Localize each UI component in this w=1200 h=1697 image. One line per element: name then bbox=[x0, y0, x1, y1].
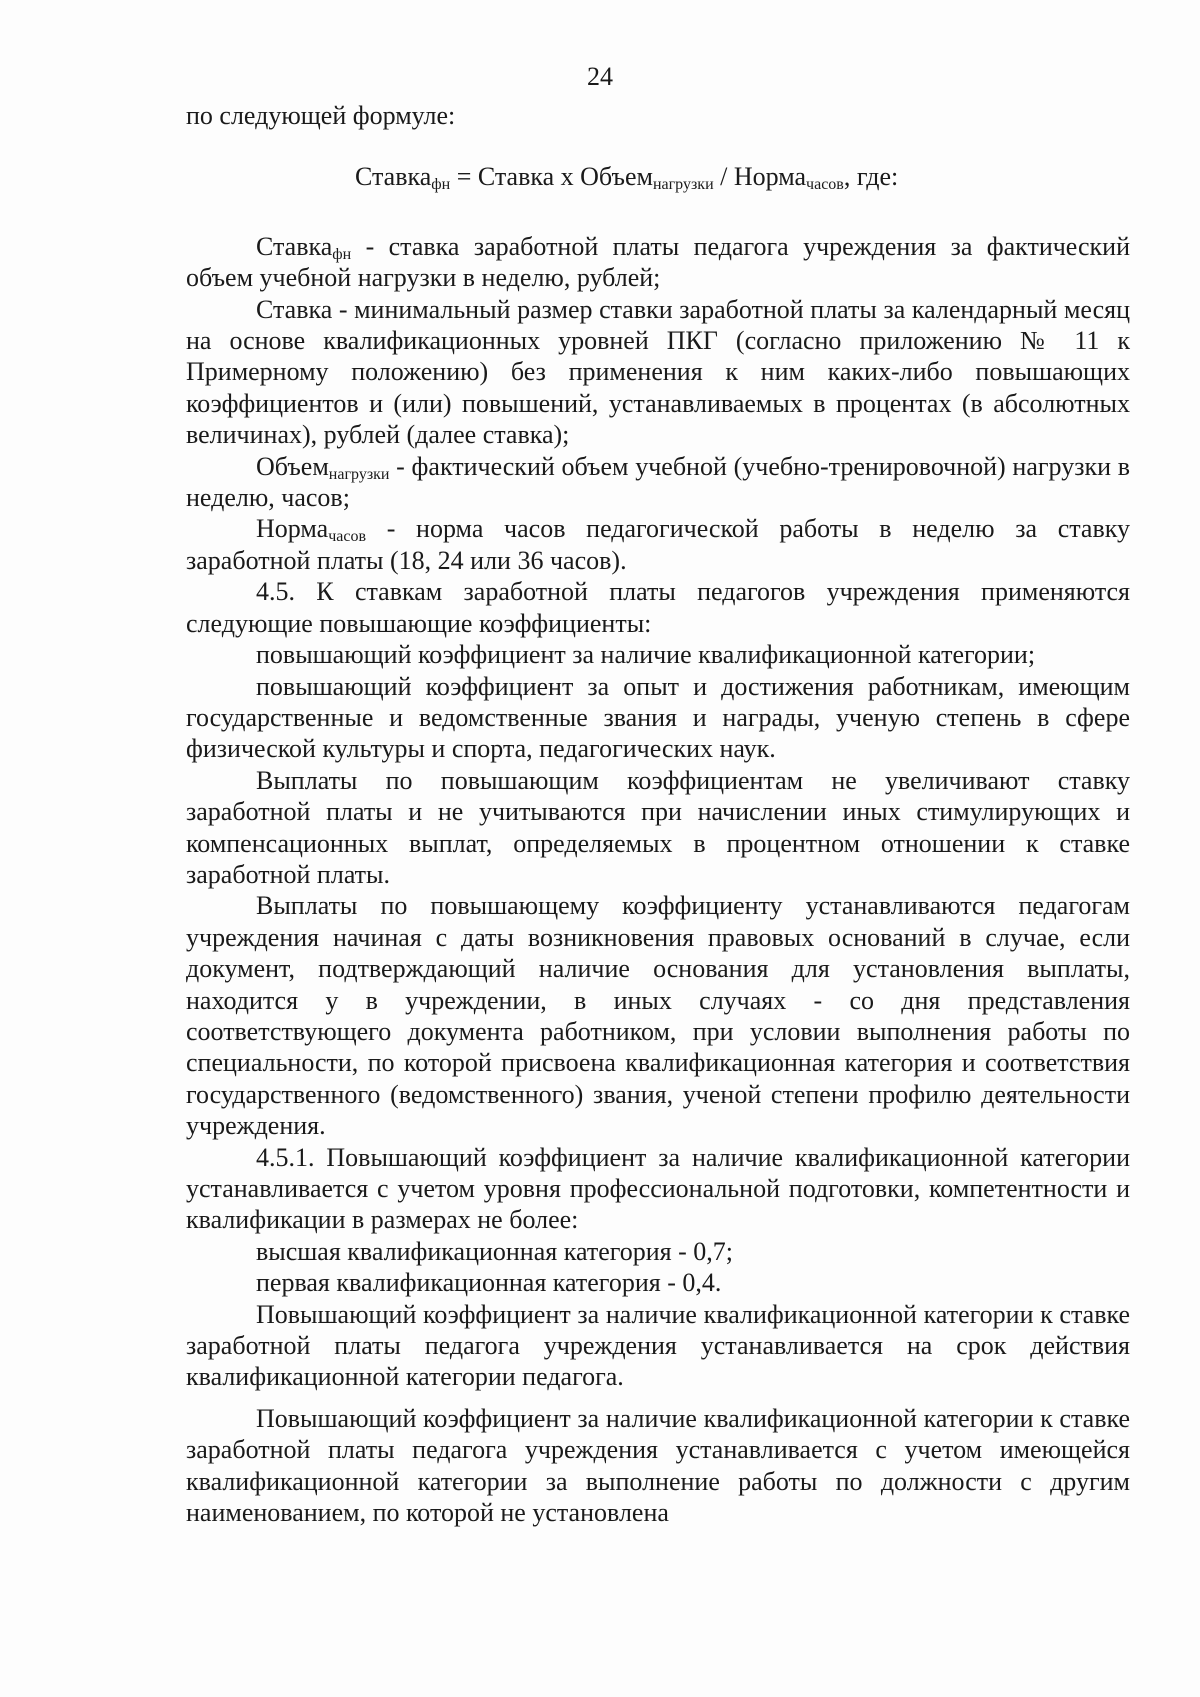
definition-hours-norm bbox=[186, 513, 1130, 576]
list-item-highest-category: высшая квалификационная категория - 0,7; bbox=[256, 1236, 734, 1266]
paragraph-coefficient-other-position: Повышающий коэффициент за наличие квалификационной категории к ставке заработной платы педагога учреждения устанавливается с учетом имеющейся квалификационной категории за выполнение работы по должности с другим наименованием, по которой не установлена bbox=[186, 1403, 1130, 1528]
list-item-coefficient-experience: повышающий коэффициент за опыт и достижения работникам, имеющим государственные и ведомственные звания и награды, ученую степень в сфере физической культуры и спорта, педагогических наук. bbox=[186, 671, 1130, 764]
definition-rate: Ставка - минимальный размер ставки заработной платы за календарный месяц на основе квалификационных уровней ПКГ (согласно приложению № 11 к Примерному положению) без применения к ним каких-либо повышающих коэффициентов и (или) повышений, устанавливаемых в процентах (в абсолютных величинах), рублей (далее ставка); bbox=[186, 294, 1130, 450]
definition-term: Ставка bbox=[256, 231, 333, 261]
formula-tail: , где: bbox=[843, 162, 899, 192]
document-body bbox=[186, 100, 1130, 1528]
paragraph-payments-established: Выплаты по повышающему коэффициенту устанавливаются педагогам учреждения начиная с даты возникновения правовых оснований в случае, если документ, подтверждающий наличие основания для установления выплаты, находится у в учреждении, в иных случаях - со дня представления соответствующего документа работником, при условии выполнения работы по специальности, по которой присвоена квалификационная категория и соответствия государственного (ведомственного) звания, ученой степени профилю деятельности учреждения. bbox=[186, 891, 1130, 1141]
spacer bbox=[186, 131, 1130, 161]
spacer bbox=[186, 193, 1130, 231]
formula-equals-part: = Ставка х Объем bbox=[450, 162, 653, 192]
paragraph-4-5-1: 4.5.1. Повышающий коэффициент за наличие квалификационной категории устанавливается с учетом уровня профессиональной подготовки, компетентности и квалификации в размерах не более: bbox=[186, 1142, 1130, 1235]
paragraph-payments-not-increase: Выплаты по повышающим коэффициентам не увеличивают ставку заработной платы и не учитываются при начислении иных стимулирующих и компенсационных выплат, определяемых в процентном отношении к ставке заработной платы. bbox=[186, 765, 1130, 889]
definition-text: - норма часов педагогической работы в неделю за ставку заработной платы (18, 24 или 36 часов). bbox=[186, 514, 1130, 575]
spacer bbox=[186, 1393, 1130, 1403]
definition-term: Норма bbox=[256, 514, 329, 544]
definition-subscript: часов bbox=[328, 528, 367, 546]
formula-subscript-fn: фн bbox=[431, 176, 451, 194]
formula bbox=[186, 161, 1130, 192]
definition-text: - фактический объем учебной (учебно-тренировочной) нагрузки в неделю, часов; bbox=[186, 451, 1130, 513]
definition-subscript: фн bbox=[332, 245, 352, 263]
definition-load-volume bbox=[186, 451, 1130, 514]
list-item-coefficient-category: повышающий коэффициент за наличие квалификационной категории; bbox=[256, 640, 1036, 670]
paragraph-coefficient-term: Повышающий коэффициент за наличие квалификационной категории к ставке заработной платы педагога учреждения устанавливается на срок действия квалификационной категории педагога. bbox=[186, 1299, 1130, 1392]
definition-rate-actual bbox=[186, 231, 1130, 294]
formula-divide-part: / Норма bbox=[713, 162, 807, 192]
definition-subscript: нагрузки bbox=[328, 465, 390, 483]
formula-subscript-load: нагрузки bbox=[652, 176, 714, 194]
page-number: 24 bbox=[587, 62, 613, 91]
paragraph-4-5: 4.5. К ставкам заработной платы педагогов учреждения применяются следующие повышающие коэффициенты: bbox=[186, 577, 1130, 638]
list-item-first-category: первая квалификационная категория - 0,4. bbox=[256, 1268, 722, 1298]
definition-term: Объем bbox=[256, 451, 329, 481]
definition-text: - ставка заработной платы педагога учреждения за фактический объем учебной нагрузки в неделю, рублей; bbox=[186, 231, 1130, 293]
formula-subscript-hours: часов bbox=[806, 176, 844, 194]
formula-term-rate-actual: Ставка bbox=[355, 162, 432, 192]
intro-line: по следующей формуле: bbox=[186, 101, 456, 130]
